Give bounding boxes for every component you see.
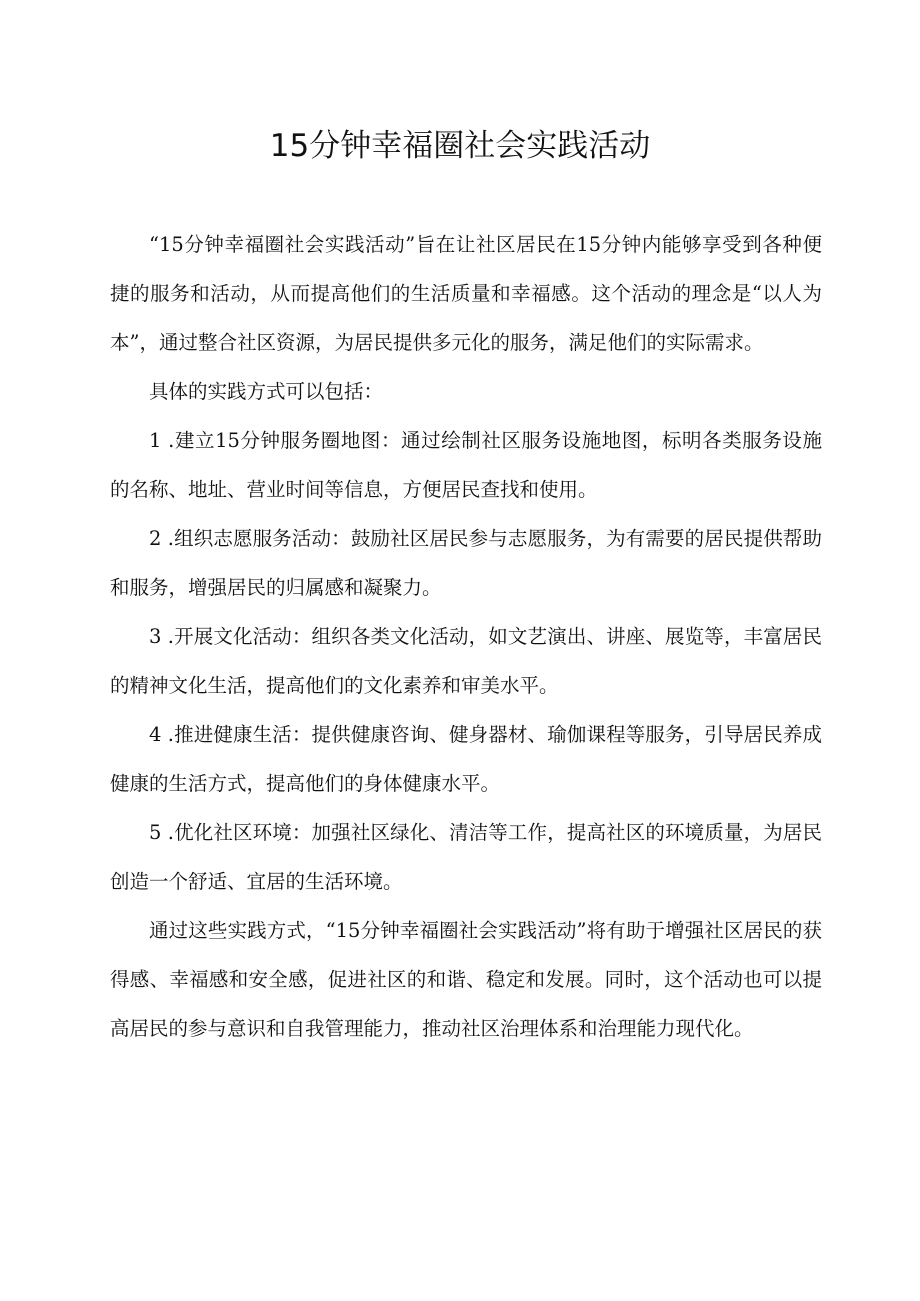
paragraph-item-4: 4 .推进健康生活：提供健康咨询、健身器材、瑜伽课程等服务，引导居民养成健康的生活方式，提高他们的身体健康水平。	[110, 723, 822, 795]
paragraph-item-3: 3 .开展文化活动：组织各类文化活动，如文艺演出、讲座、展览等，丰富居民的精神文化生活，提高他们的文化素养和审美水平。	[110, 625, 822, 697]
paragraph-methods-heading: 具体的实践方式可以包括：	[149, 380, 384, 403]
paragraph-conclusion: 通过这些实践方式，“15分钟幸福圈社会实践活动”将有助于增强社区居民的获得感、幸福感和安全感，促进社区的和谐、稳定和发展。同时，这个活动也可以提高居民的参与意识和自我管理能力，推动社区治理体系和治理能力现代化。	[110, 919, 822, 1040]
paragraph-item-1: 1 .建立15分钟服务圈地图：通过绘制社区服务设施地图，标明各类服务设施的名称、地址、营业时间等信息，方便居民查找和使用。	[110, 429, 822, 501]
paragraph-item-2: 2 .组织志愿服务活动：鼓励社区居民参与志愿服务，为有需要的居民提供帮助和服务，增强居民的归属感和凝聚力。	[110, 527, 822, 599]
paragraph-item-5: 5 .优化社区环境：加强社区绿化、清洁等工作，提高社区的环境质量，为居民创造一个舒适、宜居的生活环境。	[110, 821, 822, 893]
document-title: 15分钟幸福圈社会实践活动	[269, 128, 651, 164]
document-body	[110, 220, 822, 1053]
paragraph-intro: “15分钟幸福圈社会实践活动”旨在让社区居民在15分钟内能够享受到各种便捷的服务和活动，从而提高他们的生活质量和幸福感。这个活动的理念是“以人为本”，通过整合社区资源，为居民提供多元化的服务，满足他们的实际需求。	[110, 233, 822, 354]
